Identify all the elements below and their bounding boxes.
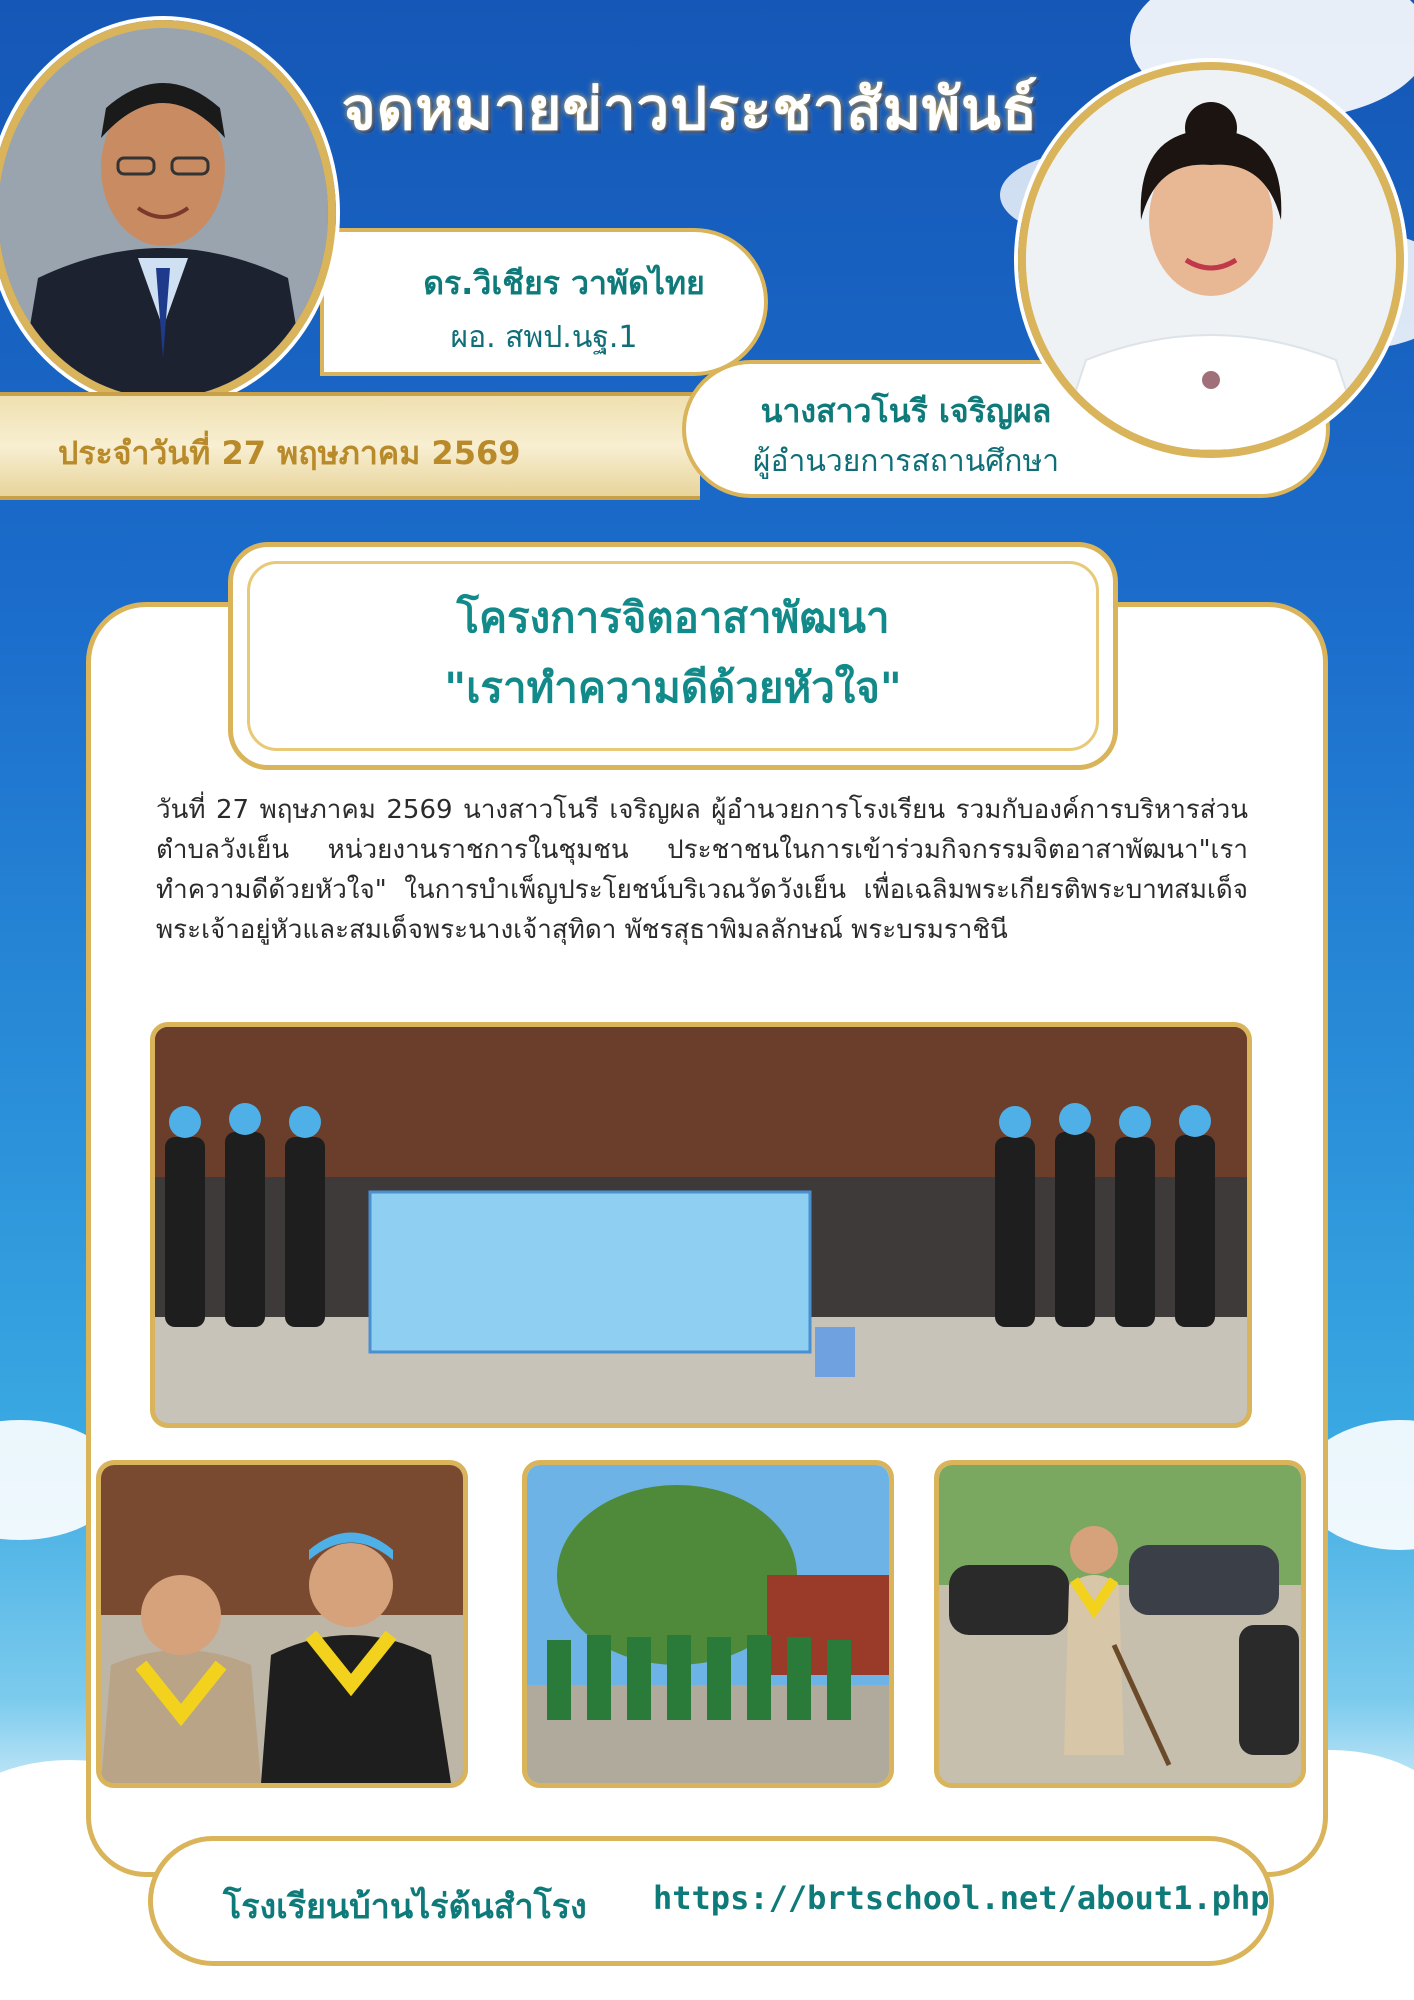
activity-photo-icon <box>101 1465 463 1783</box>
director-name-card <box>320 228 768 376</box>
activity-photo-icon <box>527 1465 889 1783</box>
principal-title: ผู้อำนวยการสถานศึกษา <box>752 444 1060 479</box>
project-slogan: "เราทำความดีด้วยหัวใจ" <box>444 663 902 712</box>
project-title: โครงการจิตอาสาพัฒนา <box>456 593 890 642</box>
activity-photo-icon <box>939 1465 1301 1783</box>
group-photo <box>150 1022 1252 1428</box>
project-description: วันที่ 27 พฤษภาคม 2569 นางสาวโนรี เจริญผล ผู้อำนวยการโรงเรียน รวมกับองค์การบริหารส่วนตำบลวังเย็น หน่วยงานราชการในชุมชน ประชาชนในการเข้าร่วมกิจกรรมจิตอาสาพัฒนา"เราทำความดีด้วยหัวใจ" ในการบำเพ็ญประโยชน์บริเวณวัดวังเย็น เพื่อเฉลิมพระเกียรติพระบาทสมเด็จพระเจ้าอยู่หัวและสมเด็จพระนางเจ้าสุทิดา พัชรสุธาพิมลลักษณ์ พระบรมราชินี <box>156 795 1248 945</box>
person-photo-icon <box>1026 70 1396 450</box>
project-title-banner <box>228 542 1118 770</box>
footer-banner <box>148 1836 1274 1966</box>
director-title: ผอ. สพป.นฐ.1 <box>450 320 638 355</box>
activity-photo-3 <box>934 1460 1306 1788</box>
activity-photo-2 <box>522 1460 894 1788</box>
principal-portrait <box>1018 62 1404 458</box>
person-photo-icon <box>0 28 328 398</box>
director-name: ดร.วิเชียร วาพัดไทย <box>423 264 705 302</box>
activity-photo-1 <box>96 1460 468 1788</box>
school-website-link[interactable]: https://brtschool.net/about1.php <box>653 1879 1270 1917</box>
newsletter-title: จดหมายข่าวประชาสัมพันธ์ <box>341 75 1039 143</box>
director-portrait <box>0 20 336 406</box>
school-name: โรงเรียนบ้านไร่ต้นสำโรง <box>223 1887 587 1927</box>
principal-name: นางสาวโนรี เจริญผล <box>760 392 1052 430</box>
group-photo-icon <box>155 1027 1247 1423</box>
issue-date: ประจำวันที่ 27 พฤษภาคม 2569 <box>58 434 521 472</box>
